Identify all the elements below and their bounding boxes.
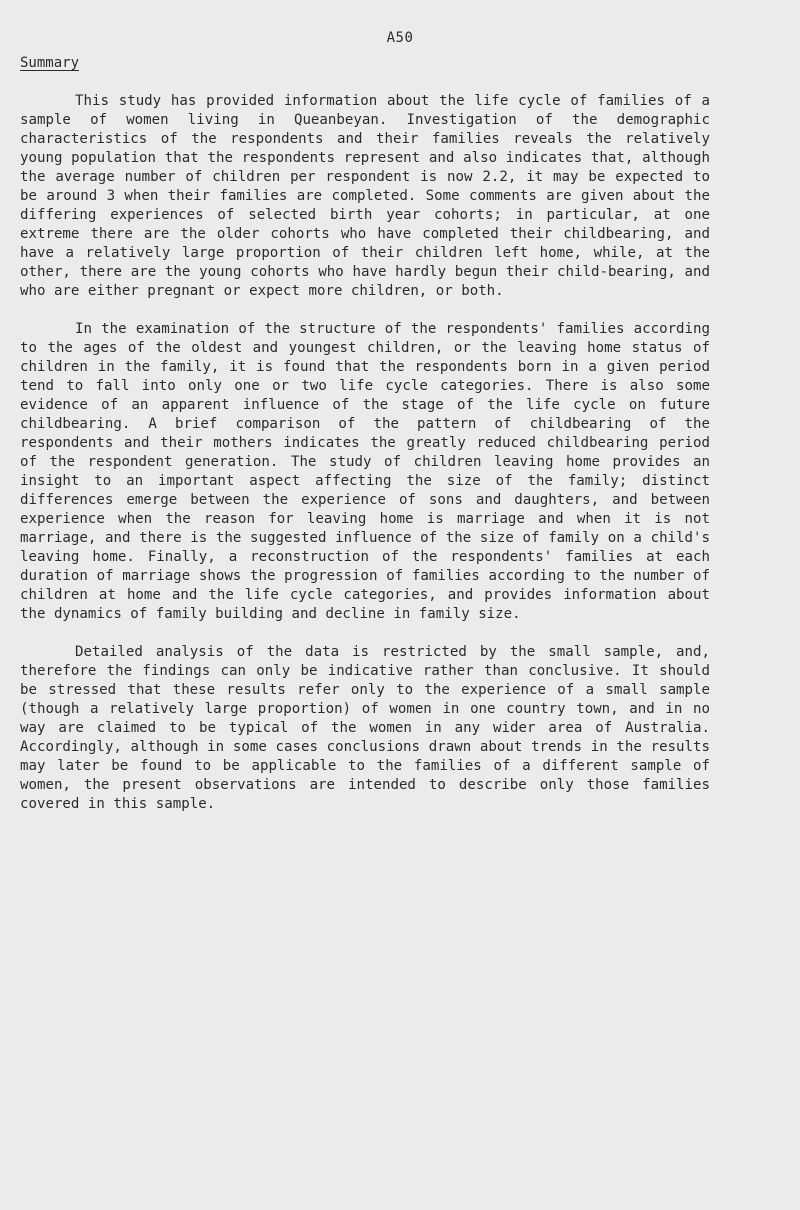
paragraph-2: In the examination of the structure of the respondents' families according to the ages of the oldest and youngest children, or the leaving home status of children in the family, it is found that the respondents born in a given period tend to fall into only one or two life cycle categories. There is also some evidence of an apparent influence of the stage of the life cycle on future childbearing. A brief comparison of the pattern of childbearing of the respondents and their mothers indicates the greatly reduced childbearing period of the respondent generation. The study of children leaving home provides an insight to an important aspect affecting the size of the family; distinct differences emerge between the experience of sons and daughters, and between experience when the reason for leaving home is marriage and when it is not marriage, and there is the suggested influence of the size of family on a child's leaving home. Finally, a reconstruction of the respondents' families at each duration of marriage shows the progression of families according to the number of children at home and the life cycle categories, and provides information about the dynamics of family building and decline in family size. [20,321,710,622]
paragraph-3: Detailed analysis of the data is restricted by the small sample, and, therefore the findings can only be indicative rather than conclusive. It should be stressed that these results refer only to the experience of a small sample (though a relatively large proportion) of women in one country town, and in no way are claimed to be typical of the women in any wider area of Australia. Accordingly, although in some cases conclusions drawn about trends in the results may later be found to be applicable to the families of a different sample of women, the present observations are intended to describe only those families covered in this sample. [20,644,710,812]
paragraph-1: This study has provided information about the life cycle of families of a sample of women living in Queanbeyan. Investigation of the demographic characteristics of the respondents and their families reveals the relatively young population that the respondents represent and also indicates that, although the average number of children per respondent is now 2.2, it may be expected to be around 3 when their families are completed. Some comments are given about the differing experiences of selected birth year cohorts; in particular, at one extreme there are the older cohorts who have completed their childbearing, and have a relatively large proportion of their children left home, while, at the other, there are the young cohorts who have hardly begun their child-bearing, and who are either pregnant or expect more children, or both. [20,93,710,299]
section-heading: Summary [20,55,80,71]
summary-body [20,92,710,814]
page-number: A50 [386,30,414,46]
